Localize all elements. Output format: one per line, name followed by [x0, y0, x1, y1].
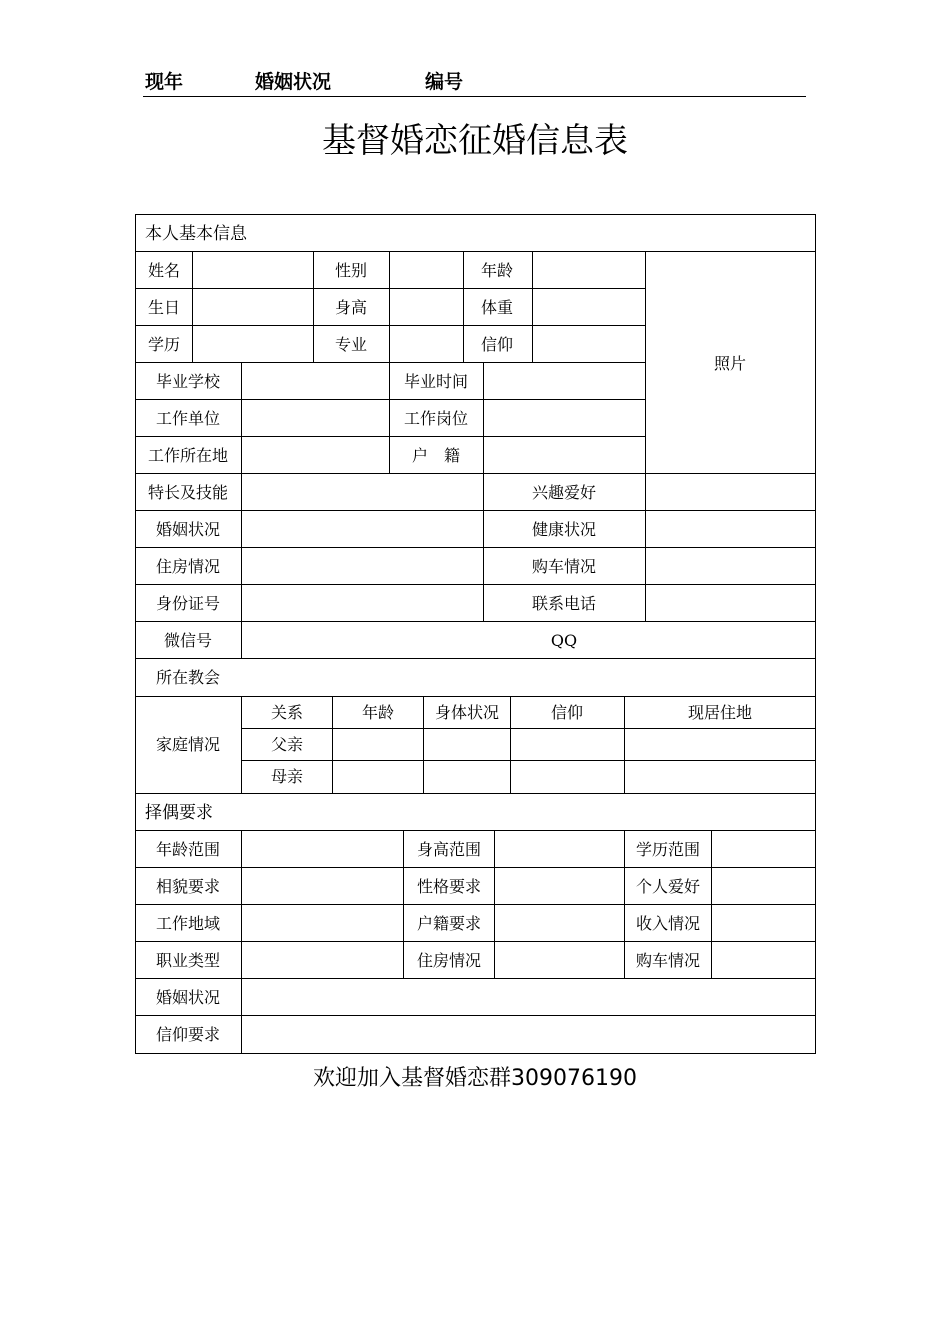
work-area-label: 工作地域 — [155, 914, 221, 933]
phone-label: 联系电话 — [531, 594, 597, 613]
housing-label: 住房情况 — [155, 557, 221, 576]
faith-label: 信仰 — [480, 335, 514, 354]
family-mother-label: 母亲 — [270, 767, 304, 786]
income-label: 收入情况 — [635, 914, 701, 933]
partner-section-title: 择偶要求 — [145, 803, 213, 823]
age-label: 年龄 — [480, 261, 514, 280]
major-label: 专业 — [334, 335, 368, 354]
family-col-faith: 信仰 — [550, 703, 584, 722]
family-col-residence: 现居住地 — [687, 703, 753, 722]
grad-time-label: 毕业时间 — [403, 372, 469, 391]
edu-range-label: 学历范围 — [635, 840, 701, 859]
hobby-label: 个人爱好 — [635, 877, 701, 896]
footer-text: 欢迎加入基督婚恋群309076190 — [313, 1066, 637, 1091]
page-title: 基督婚恋征婚信息表 — [322, 121, 628, 161]
id-number-label: 身份证号 — [155, 594, 221, 613]
family-col-relation: 关系 — [270, 703, 304, 722]
school-label: 毕业学校 — [155, 372, 221, 391]
weight-label: 体重 — [480, 298, 514, 317]
document-header — [143, 70, 806, 97]
serial-number-label: 编号 — [425, 71, 464, 93]
marital-label: 婚姻状况 — [155, 520, 221, 539]
photo-placeholder: 照片 — [713, 354, 747, 373]
hukou-req-label: 户籍要求 — [416, 914, 482, 933]
name-label: 姓名 — [147, 261, 181, 280]
education-label: 学历 — [147, 335, 181, 354]
job-type-label: 职业类型 — [155, 951, 221, 970]
car-label: 购车情况 — [531, 557, 597, 576]
current-year-label: 现年 — [145, 71, 184, 93]
family-father-label: 父亲 — [270, 735, 304, 754]
skills-label: 特长及技能 — [147, 483, 229, 502]
height-label: 身高 — [334, 298, 368, 317]
family-col-age: 年龄 — [361, 703, 395, 722]
birthday-label: 生日 — [147, 298, 181, 317]
faith-req-label: 信仰要求 — [155, 1025, 221, 1044]
hukou-label: 户 籍 — [411, 446, 461, 465]
appearance-label: 相貌要求 — [155, 877, 221, 896]
gender-label: 性别 — [334, 261, 368, 280]
personal-section-title: 本人基本信息 — [145, 224, 247, 244]
church-label: 所在教会 — [155, 668, 221, 687]
family-label: 家庭情况 — [155, 735, 221, 754]
employer-label: 工作单位 — [155, 409, 221, 428]
qq-label: QQ — [550, 631, 578, 650]
job-post-label: 工作岗位 — [403, 409, 469, 428]
family-col-health: 身体状况 — [434, 703, 500, 722]
wechat-label: 微信号 — [163, 631, 213, 650]
personality-label: 性格要求 — [416, 877, 482, 896]
health-label: 健康状况 — [531, 520, 597, 539]
info-form-table — [135, 214, 816, 1054]
partner-marital-label: 婚姻状况 — [155, 988, 221, 1007]
marital-status-label: 婚姻状况 — [255, 71, 332, 93]
hobbies-label: 兴趣爱好 — [531, 483, 597, 502]
age-range-label: 年龄范围 — [155, 840, 221, 859]
height-range-label: 身高范围 — [416, 840, 482, 859]
partner-car-label: 购车情况 — [635, 951, 701, 970]
partner-housing-label: 住房情况 — [416, 951, 482, 970]
work-location-label: 工作所在地 — [147, 446, 229, 465]
